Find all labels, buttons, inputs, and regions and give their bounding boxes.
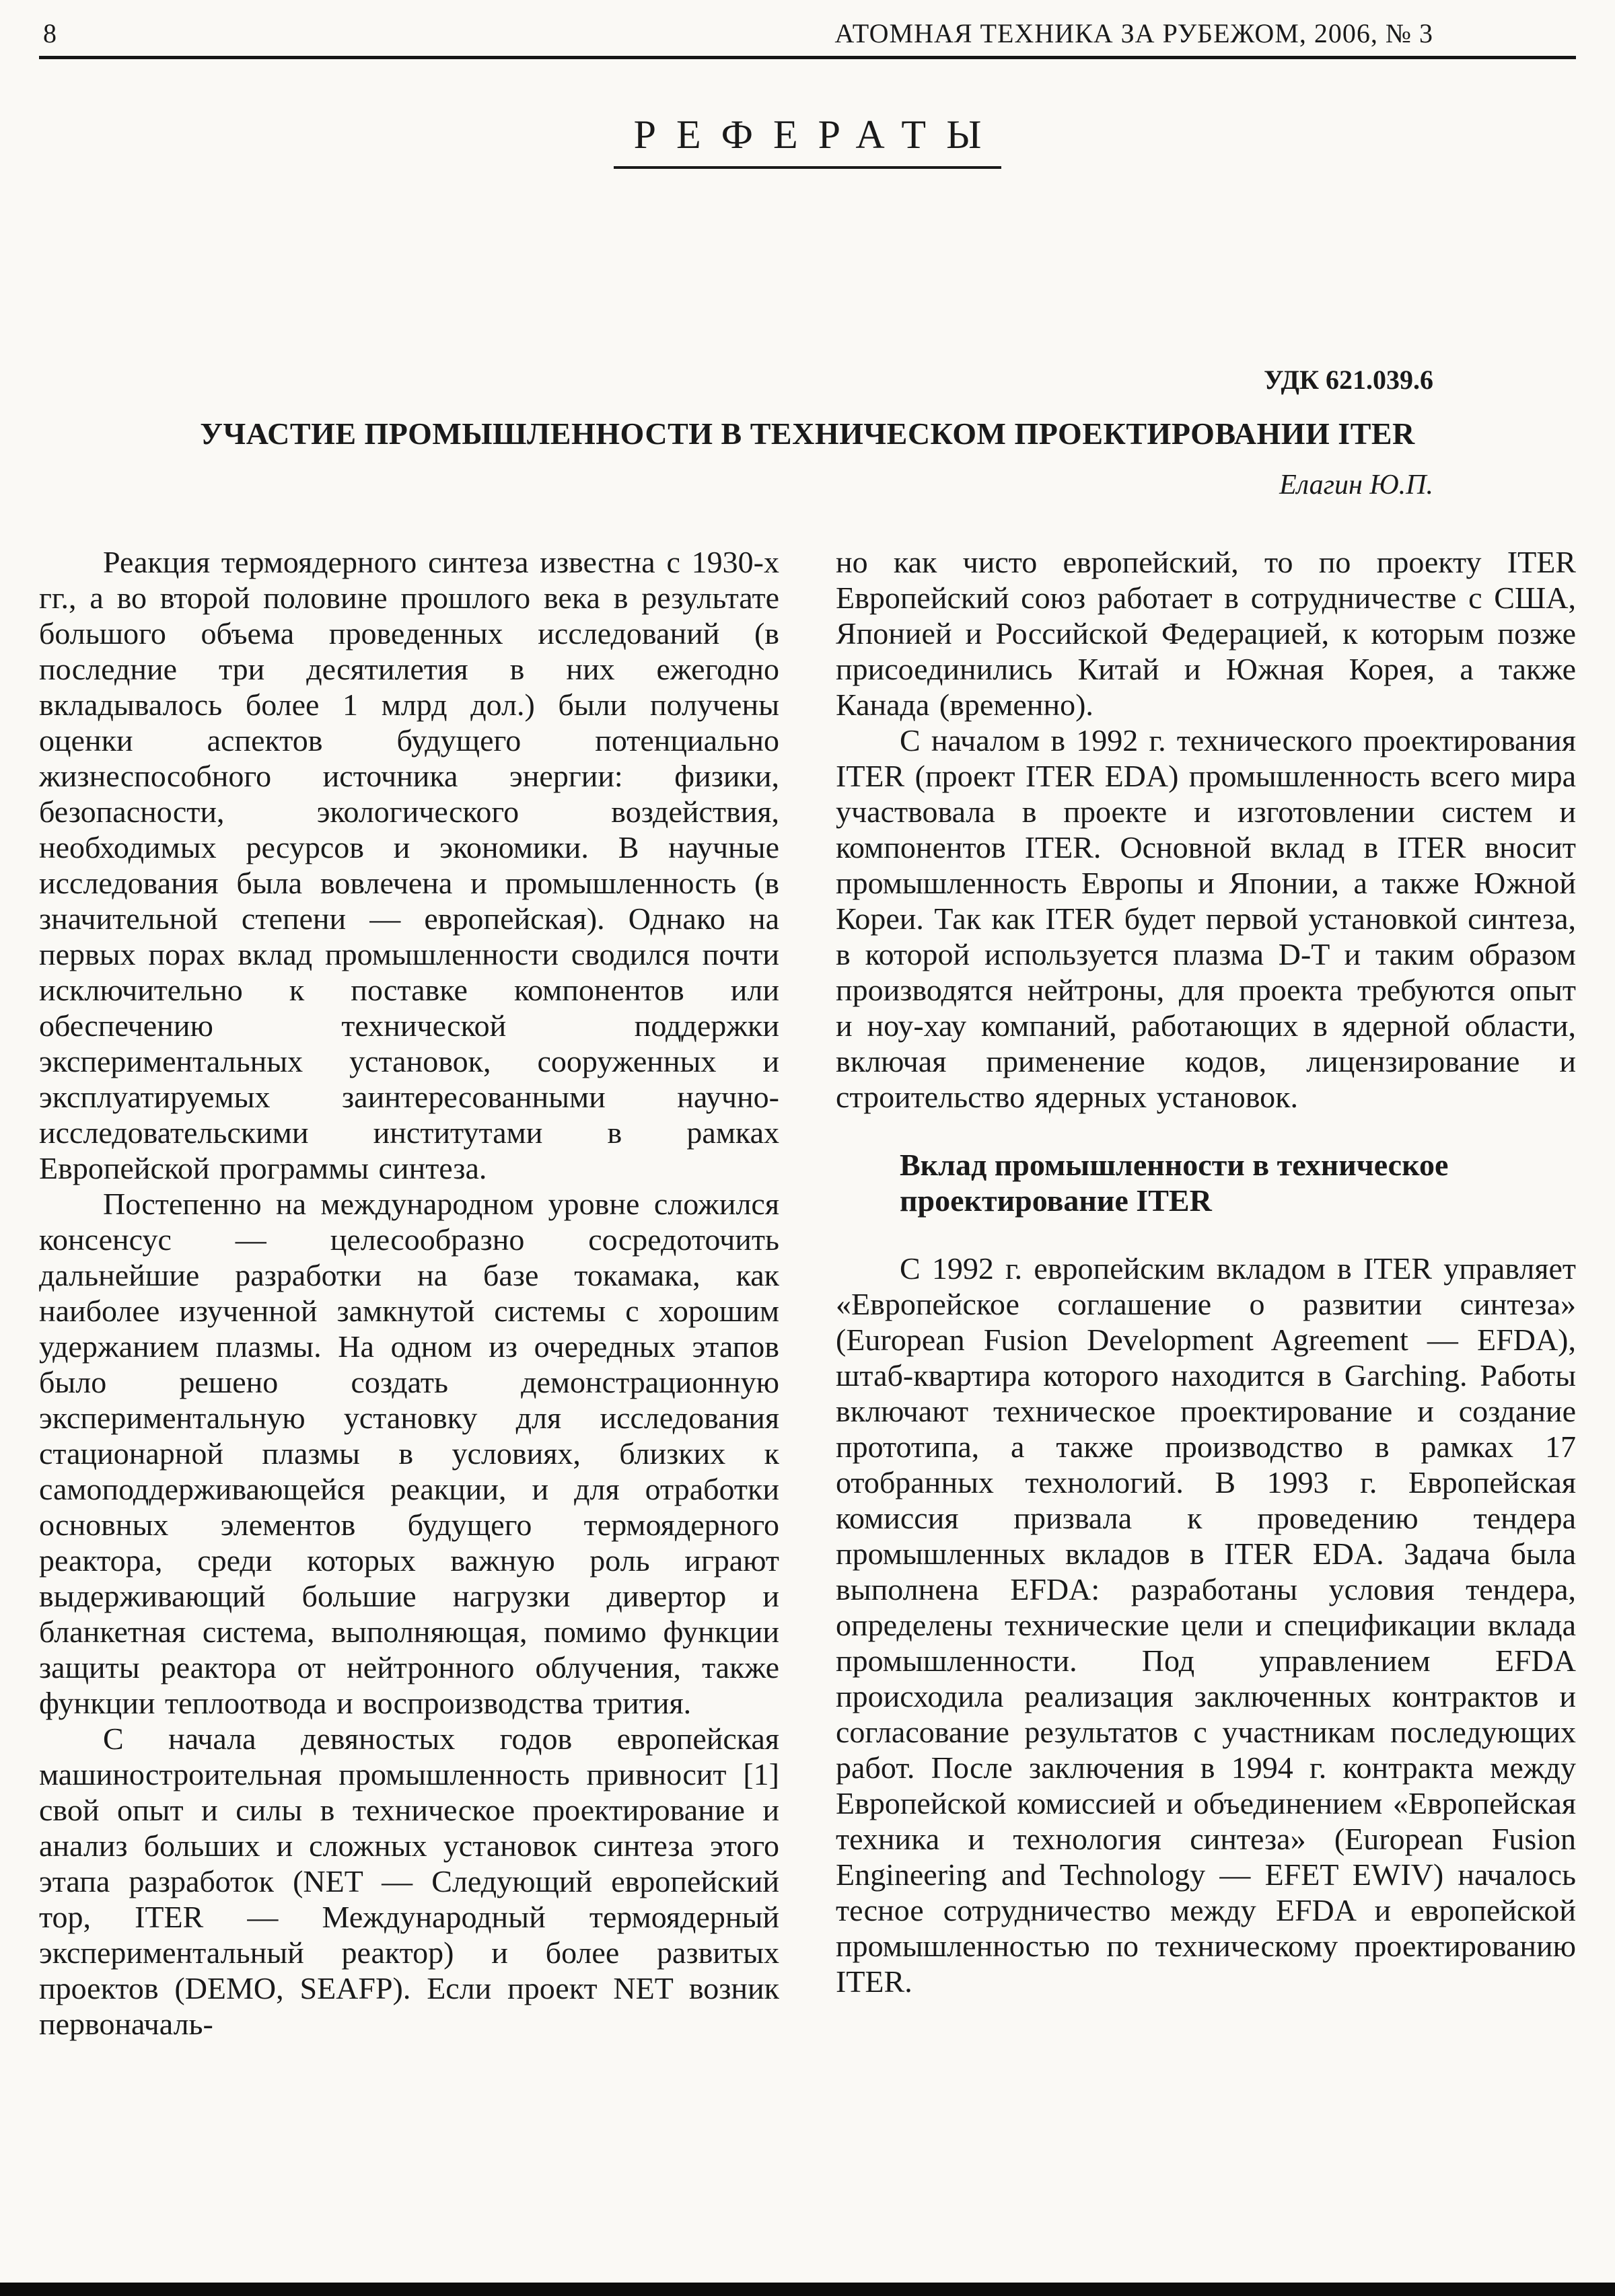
right-column (836, 544, 1576, 2042)
section-subheading: Вклад промышленности в техническое проектирование ITER (900, 1148, 1449, 1218)
paragraph: Реакция термоядерного синтеза известна с 1930-х гг., а во второй половине прошлого века в результате большого объема проведенных исследований (в последние три десятилетия в них ежегодно вкладывалось более 1 млрд дол.) были получены оценки аспектов будущего потенциально жизнеспособного источника энергии: физики, безопасности, экологического воздействия, необходимых ресурсов и экономики. В научные исследования была вовлечена и промышленность (в значительной степени — европейская). Однако на первых порах вклад промышленности сводился почти исключительно к поставке компонентов или обеспечению технической поддержки экспериментальных установок, сооруженных и эксплуатируемых заинтересованными научно-исследовательскими институтами в рамках Европейской программы синтеза. (39, 545, 779, 1185)
header-rule (39, 56, 1576, 59)
left-column (39, 544, 779, 2042)
paragraph: С началом в 1992 г. технического проектирования ITER (проект ITER EDA) промышленность всего мира участвовала в проекте и изготовлении систем и компонентов ITER. Основной вклад в ITER вносит промышленность Европы и Японии, а также Южной Кореи. Так как ITER будет первой установкой синтеза, в которой используется плазма D-T и таким образом производятся нейтроны, для проекта требуются опыт и ноу-хау компаний, работающих в ядерной области, включая применение кодов, лицензирование и строительство ядерных установок. (836, 723, 1576, 1114)
section-title (39, 112, 1576, 169)
page-number: 8 (43, 18, 57, 48)
article-body (39, 544, 1576, 2042)
paragraph-continuation: но как чисто европейский, то по проекту ITER Европейский союз работает в сотрудничестве с США, Японией и Российской Федерацией, к которым позже присоединились Китай и Южная Корея, а также Канада (временно). (836, 545, 1576, 722)
section-title-text: РЕФЕРАТЫ (614, 112, 1002, 169)
scan-edge (0, 2283, 1615, 2296)
paragraph: С начала девяностых годов европейская машиностроительная промышленность привносит [1] свой опыт и силы в техническое проектирование и анализ больших и сложных установок синтеза этого этапа разработок (NET — Следующий европейский тор, ITER — Международный термоядерный экспериментальный реактор) и более развитых проектов (DEMO, SEAFP). Если проект NET возник первоначаль- (39, 1721, 779, 2041)
paragraph: С 1992 г. европейским вкладом в ITER управляет «Европейское соглашение о развитии синтеза» (European Fusion Development Agreement — EFDA), штаб-квартира которого находится в Garching. Работы включают техническое проектирование и создание прототипа, а также производство в рамках 17 отобранных технологий. В 1993 г. Европейская комиссия призвала к проведению тендера промышленных вкладов в ITER EDA. Задача была выполнена EFDA: разработаны условия тендера, определены технические цели и спецификации вклада промышленности. Под управлением EFDA происходила реализация заключенных контрактов и согласование результатов с участникам последующих работ. После заключения в 1994 г. контракта между Европейской комиссией и объединением «Европейская техника и технология синтеза» (European Fusion Engineering and Technology — EFET EWIV) началось тесное сотрудничество между EFDA и европейской промышленностью по техническому проектированию ITER. (836, 1251, 1576, 1999)
article-title: УЧАСТИЕ ПРОМЫШЛЕННОСТИ В ТЕХНИЧЕСКОМ ПРОЕКТИРОВАНИИ ITER (200, 416, 1415, 451)
article-author: Елагин Ю.П. (1279, 470, 1433, 501)
running-head (39, 17, 1576, 49)
paragraph: Постепенно на международном уровне сложился консенсус — целесообразно сосредоточить дальнейшие разработки на базе токамака, как наиболее изученной замкнутой системы с хорошим удержанием плазмы. На одном из очередных этапов было решено создать демонстрационную экспериментальную установку для исследования стационарной плазмы в условиях, близких к самоподдерживающейся реакции, и для отработки основных элементов будущего термоядерного реактора, среди которых важную роль играют выдерживающий большие нагрузки дивертор и бланкетная система, выполняющая, помимо функции защиты реактора от нейтронного облучения, также функции теплоотвода и воспроизводства трития. (39, 1187, 779, 1720)
journal-title: АТОМНАЯ ТЕХНИКА ЗА РУБЕЖОМ, 2006, № 3 (834, 18, 1433, 48)
udc-number: УДК 621.039.6 (1264, 365, 1433, 395)
